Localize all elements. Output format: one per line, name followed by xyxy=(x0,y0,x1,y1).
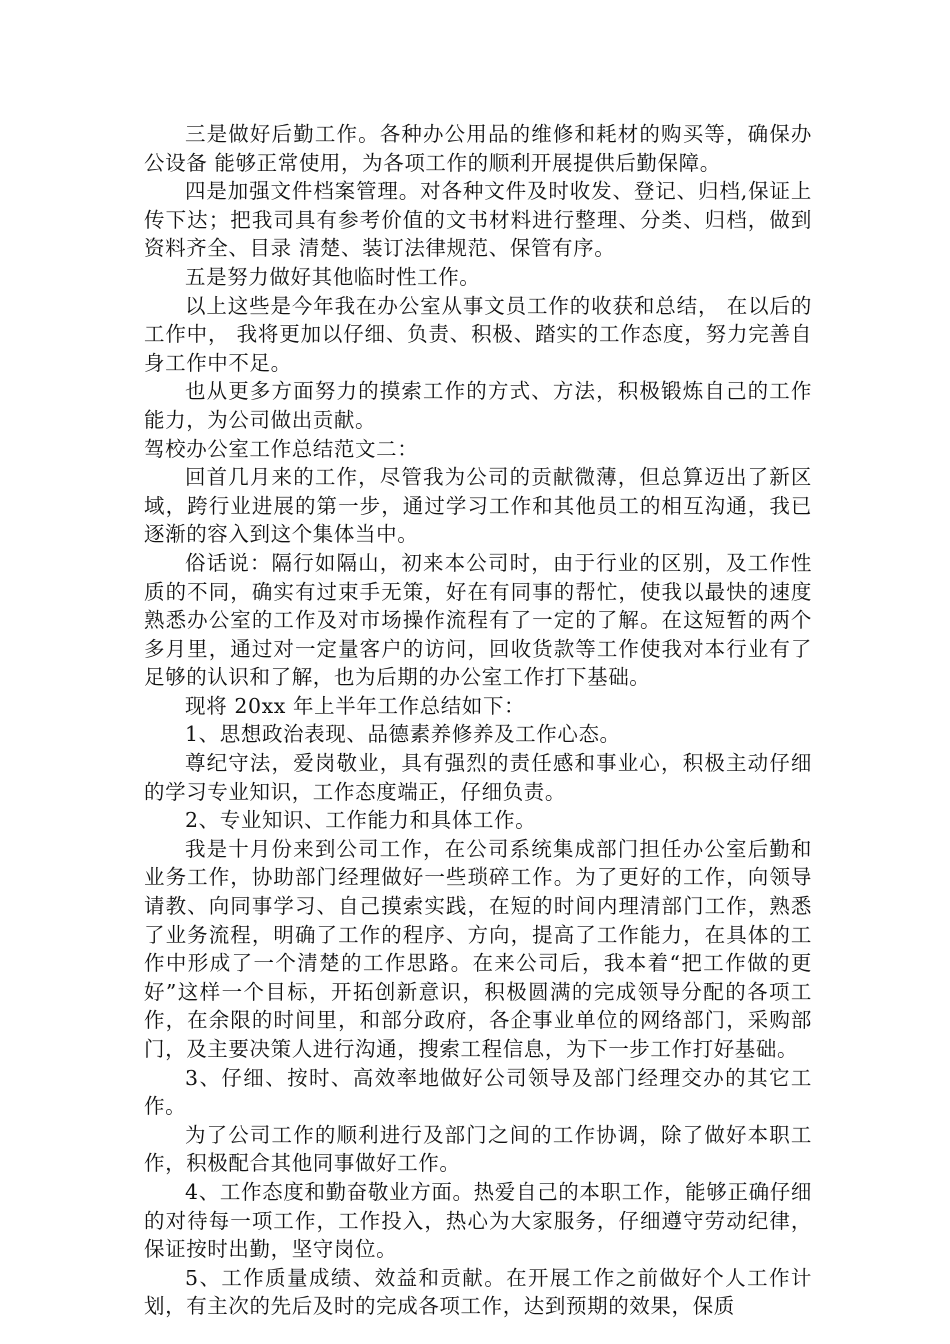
paragraph: 三是做好后勤工作。各种办公用品的维修和耗材的购买等，确保办公设备 能够正常使用，为各项工作的顺利开展提供后勤保障。 xyxy=(144,122,812,175)
list-heading: 3、仔细、按时、高效率地做好公司领导及部门经理交办的其它工作。 xyxy=(144,1065,812,1119)
paragraph: 以上这些是今年我在办公室从事文员工作的收获和总结， 在以后的工作中， 我将更加以仔细、负责、积极、踏实的工作态度，努力完善自身工作中不足。 xyxy=(144,293,812,375)
paragraph: 尊纪守法，爱岗敬业，具有强烈的责任感和事业心，积极主动仔细的学习专业知识，工作态度端正，仔细负责。 xyxy=(144,751,812,804)
list-heading: 1、思想政治表现、品德素养修养及工作心态。 xyxy=(185,722,621,747)
list-heading: 4、工作态度和勤奋敬业方面。热爱自己的本职工作，能够正确仔细的对待每一项工作，工作投入，热心为大家服务，仔细遵守劳动纪律，保证按时出勤，坚守岗位。 xyxy=(144,1179,812,1262)
paragraph: 俗话说：隔行如隔山，初来本公司时，由于行业的区别，及工作性质的不同，确实有过束手无策，好在有同事的帮忙，使我以最快的速度熟悉办公室的工作及对市场操作流程有了一定的了解。在这短暂的两个多月里，通过对一定量客户的访问，回收货款等工作使我对本行业有了足够的认识和了解，也为后期的办公室工作打下基础。 xyxy=(144,550,812,690)
paragraph: 现将 20xx 年上半年工作总结如下： xyxy=(185,693,526,718)
paragraph: 为了公司工作的顺利进行及部门之间的工作协调，除了做好本职工作，积极配合其他同事做好工作。 xyxy=(144,1122,812,1176)
paragraph: 我是十月份来到公司工作，在公司系统集成部门担任办公室后勤和业务工作，协助部门经理做好一些琐碎工作。为了更好的工作，向领导请教、向同事学习、自己摸索实践，在短的时间内理清部门工作，熟悉了业务流程，明确了工作的程序、方向，提高了工作能力，在具体的工作中形成了一个清楚的工作思路。在来公司后，我本着“把工作做的更好”这样一个目标，开拓创新意识，积极圆满的完成领导分配的各项工作，在余限的时间里，和部分政府，各企事业单位的网络部门，采购部门，及主要决策人进行沟通，搜索工程信息，为下一步工作打好基础。 xyxy=(144,836,812,1061)
list-heading: 2、专业知识、工作能力和具体工作。 xyxy=(185,808,537,833)
document-body xyxy=(144,120,812,1321)
section-heading: 驾校办公室工作总结范文二： xyxy=(144,436,419,461)
paragraph: 也从更多方面努力的摸索工作的方式、方法，积极锻炼自己的工作能力，为公司做出贡献。 xyxy=(144,379,812,432)
list-heading: 5、工作质量成绩、效益和贡献。在开展工作之前做好个人工作计划，有主次的先后及时的完成各项工作，达到预期的效果，保质 xyxy=(144,1265,812,1319)
paragraph: 五是努力做好其他临时性工作。 xyxy=(185,264,481,289)
paragraph: 四是加强文件档案管理。对各种文件及时收发、登记、归档,保证上传下达；把我司具有参考价值的文书材料进行整理、分类、归档，做到资料齐全、目录 清楚、装订法律规范、保管有序。 xyxy=(144,179,812,261)
paragraph: 回首几月来的工作，尽管我为公司的贡献微薄，但总算迈出了新区域，跨行业进展的第一步，通过学习工作和其他员工的相互沟通，我已逐渐的容入到这个集体当中。 xyxy=(144,465,812,547)
